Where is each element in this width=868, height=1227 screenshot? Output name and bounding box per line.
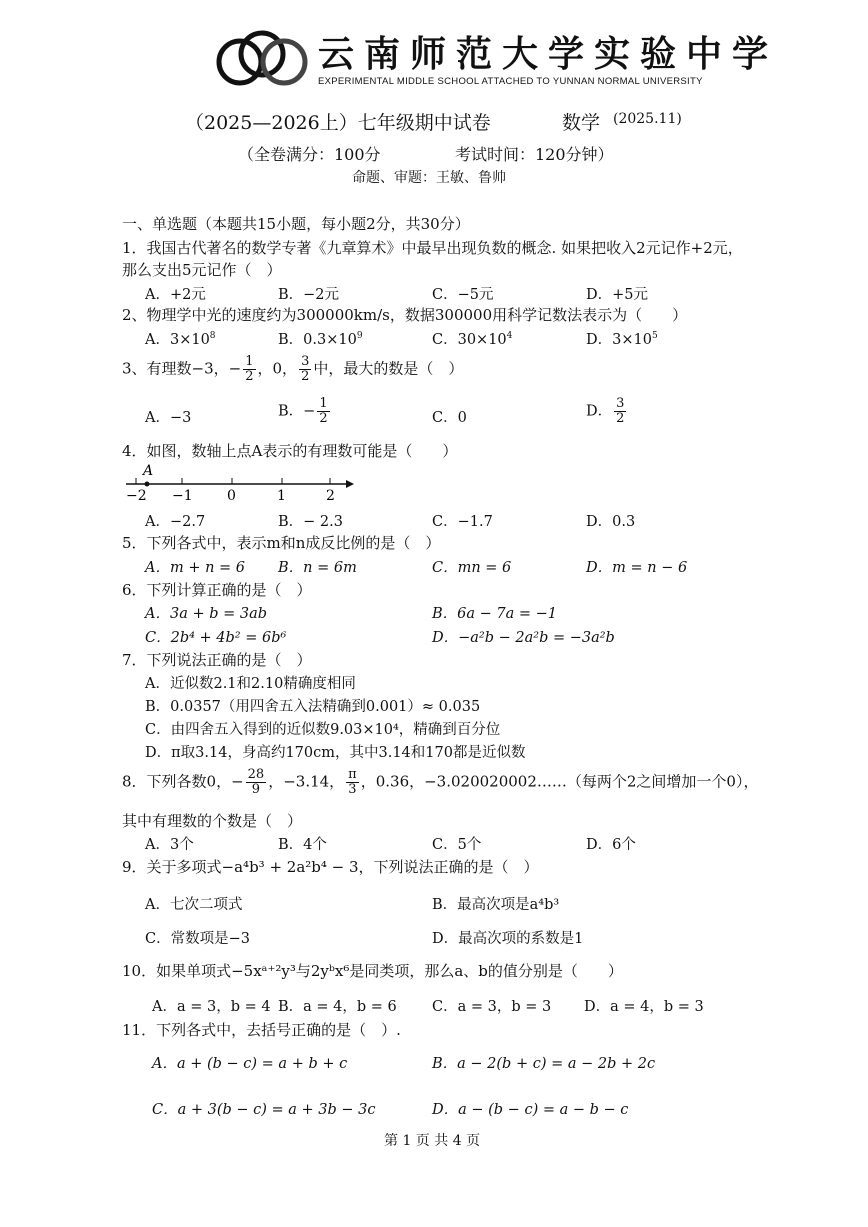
- q2-option-a-text: A．3×10: [145, 332, 210, 348]
- q5-option-c: C．mn = 6: [432, 560, 512, 576]
- q3-stem-a: 3、有理数−3，−: [122, 359, 242, 378]
- q2-option-d-exp: 5: [651, 331, 658, 342]
- number-line-arrow-icon: [346, 480, 354, 488]
- q8-option-c: C．5个: [432, 837, 482, 853]
- question-10-stem: 10．如果单项式−5xᵃ⁺²y³与2yᵇx⁶是同类项，那么a、b的值分别是（ ）: [122, 962, 623, 980]
- q1-option-a: A．+2元: [145, 287, 206, 303]
- q3-option-b: [278, 397, 332, 426]
- q7-option-b: B．0.0357（用四舍五入法精确到0.001）≈ 0.035: [145, 699, 481, 715]
- q6-option-a: A．3a + b = 3ab: [145, 606, 268, 622]
- question-7-stem: 7．下列说法正确的是（ ）: [122, 651, 312, 669]
- q11-option-d: D．a − (b − c) = a − b − c: [432, 1102, 629, 1118]
- q5-option-a: A．m + n = 6: [145, 560, 246, 576]
- q1-option-d: D．+5元: [586, 287, 649, 303]
- q5-option-d: D．m = n − 6: [586, 560, 688, 576]
- full-score: （全卷满分：100分: [238, 145, 381, 164]
- exam-time: 考试时间：120分钟）: [455, 145, 614, 164]
- q1-option-b: B．−2元: [278, 287, 340, 303]
- school-name: 云南师范大学实验中学: [318, 33, 779, 75]
- q8-fraction-2: [346, 768, 359, 797]
- tick-label-neg2: −2: [126, 488, 147, 504]
- q5-option-b: B．n = 6m: [278, 560, 357, 576]
- exam-authors: 命题、审题：王敏、鲁帅: [352, 170, 506, 186]
- q2-option-a: [145, 328, 216, 349]
- q7-option-a: A．近似数2.1和2.10精确度相同: [145, 676, 356, 692]
- q8-stem-b: ，−3.14，: [268, 772, 345, 791]
- question-6-stem: 6．下列计算正确的是（ ）: [122, 581, 312, 599]
- q10-option-d: D．a = 4，b = 3: [584, 999, 704, 1015]
- q2-option-c: [432, 328, 512, 349]
- exam-date: (2025.11): [613, 111, 682, 127]
- q3-fraction-2: [299, 355, 311, 384]
- question-8-stem-2: 其中有理数的个数是（ ）: [122, 812, 303, 830]
- question-1-stem-2: 那么支出5元记作（ ）: [122, 261, 282, 279]
- q2-option-d: [586, 328, 658, 349]
- q2-option-a-exp: 8: [209, 331, 216, 342]
- tick-label-neg1: −1: [172, 488, 193, 504]
- school-name-english: EXPERIMENTAL MIDDLE SCHOOL ATTACHED TO YUNNAN NORMAL UNIVERSITY: [318, 76, 703, 87]
- question-11-stem: 11．下列各式中，去括号正确的是（ ）.: [122, 1021, 401, 1039]
- q3-option-b-frac: [317, 397, 329, 426]
- number-line-figure: [122, 462, 357, 504]
- q3-option-d: [586, 397, 628, 426]
- q4-option-d: D．0.3: [586, 514, 636, 530]
- tick-label-2: 2: [326, 488, 335, 504]
- q1-option-c: C．−5元: [432, 287, 494, 303]
- q9-option-b: B．最高次项是a⁴b³: [432, 897, 560, 913]
- question-5-stem: 5．下列各式中，表示m和n成反比例的是（ ）: [122, 534, 441, 552]
- q3-stem-b: ，0，: [257, 359, 298, 378]
- q3-option-c: C．0: [432, 410, 467, 426]
- q8-option-a: A．3个: [145, 837, 194, 853]
- q3-f2-den: 2: [301, 369, 310, 384]
- q3-option-d-text: D．: [586, 403, 613, 420]
- q3-stem-c: 中，最大的数是（ ）: [313, 359, 464, 378]
- q11-option-b: B．a − 2(b + c) = a − 2b + 2c: [432, 1056, 656, 1072]
- q4-option-a: A．−2.7: [145, 514, 206, 530]
- q11-option-a: A．a + (b − c) = a + b + c: [152, 1056, 348, 1072]
- tick-label-0: 0: [227, 488, 236, 504]
- q3-d-den: 2: [616, 411, 625, 426]
- q9-option-d: D．最高次项的系数是1: [432, 931, 584, 947]
- q8-option-d: D．6个: [586, 837, 636, 853]
- question-3-stem: [122, 355, 463, 384]
- section-heading: 一、单选题（本题共15小题，每小题2分，共30分）: [122, 215, 470, 233]
- q2-option-b-exp: 9: [356, 331, 363, 342]
- q4-option-c: C．−1.7: [432, 514, 493, 530]
- q11-option-c: C．a + 3(b − c) = a + 3b − 3c: [152, 1102, 376, 1118]
- q6-option-c: C．2b⁴ + 4b² = 6b⁶: [145, 630, 287, 646]
- q8-f2-den: 3: [348, 782, 357, 797]
- q2-option-b: [278, 328, 363, 349]
- q10-option-a: A．a = 3，b = 4: [152, 999, 271, 1015]
- exam-subject: 数学: [562, 112, 601, 134]
- q2-option-c-text: C．30×10: [432, 332, 507, 348]
- exam-title: （2025—2026上）七年级期中试卷: [185, 112, 491, 134]
- tick-label-1: 1: [277, 488, 286, 504]
- q2-option-d-text: D．3×10: [586, 332, 652, 348]
- question-4-stem: 4．如图，数轴上点A表示的有理数可能是（ ）: [122, 442, 458, 460]
- q4-option-b: B．− 2.3: [278, 514, 343, 530]
- q9-option-c: C．常数项是−3: [145, 931, 250, 947]
- q3-f1-num: 1: [245, 354, 254, 369]
- question-9-stem: 9．关于多项式−a⁴b³ + 2a²b⁴ − 3，下列说法正确的是（ ）: [122, 858, 539, 876]
- q2-option-c-exp: 4: [506, 331, 513, 342]
- q10-option-c: C．a = 3，b = 3: [432, 999, 552, 1015]
- question-1-stem: 1．我国古代著名的数学专著《九章算术》中最早出现负数的概念. 如果把收入2元记作+2元，: [122, 239, 743, 257]
- point-a-marker: [145, 482, 150, 487]
- q3-fraction-1: [243, 355, 255, 384]
- q8-stem-c: ，0.36，−3.020020002……（每两个2之间增加一个0），: [360, 772, 759, 791]
- q3-b-den: 2: [319, 411, 328, 426]
- q3-option-b-text: B．−: [278, 403, 316, 420]
- question-2-stem: 2、物理学中光的速度约为300000km/s，数据300000用科学记数法表示为（ ）: [122, 306, 688, 324]
- q3-option-d-frac: [614, 397, 626, 426]
- page-footer: 第 1 页 共 4 页: [384, 1133, 481, 1149]
- q8-option-b: B．4个: [278, 837, 327, 853]
- three-rings-logo-icon: [212, 28, 312, 88]
- q10-option-b: B．a = 4，b = 6: [278, 999, 397, 1015]
- q6-option-b: B．6a − 7a = −1: [432, 606, 558, 622]
- q3-b-num: 1: [319, 396, 328, 411]
- q3-f2-num: 3: [301, 354, 310, 369]
- q8-stem-a: 8．下列各数0，−: [122, 772, 244, 791]
- q8-f1-num: 28: [247, 767, 265, 782]
- q3-option-a: A．−3: [145, 410, 192, 426]
- q8-f2-num: π: [348, 767, 357, 782]
- q7-option-c: C．由四舍五入得到的近似数9.03×10⁴，精确到百分位: [145, 722, 501, 738]
- question-8-stem: [122, 768, 758, 797]
- q3-d-num: 3: [616, 396, 625, 411]
- q6-option-d: D．−a²b − 2a²b = −3a²b: [432, 630, 615, 646]
- q3-f1-den: 2: [245, 369, 254, 384]
- q8-f1-den: 9: [251, 782, 261, 797]
- point-a-label: A: [143, 463, 154, 479]
- q9-option-a: A．七次二项式: [145, 897, 243, 913]
- q7-option-d: D．π取3.14，身高约170cm，其中3.14和170都是近似数: [145, 745, 526, 761]
- q8-fraction-1: [246, 768, 267, 797]
- q2-option-b-text: B．0.3×10: [278, 332, 357, 348]
